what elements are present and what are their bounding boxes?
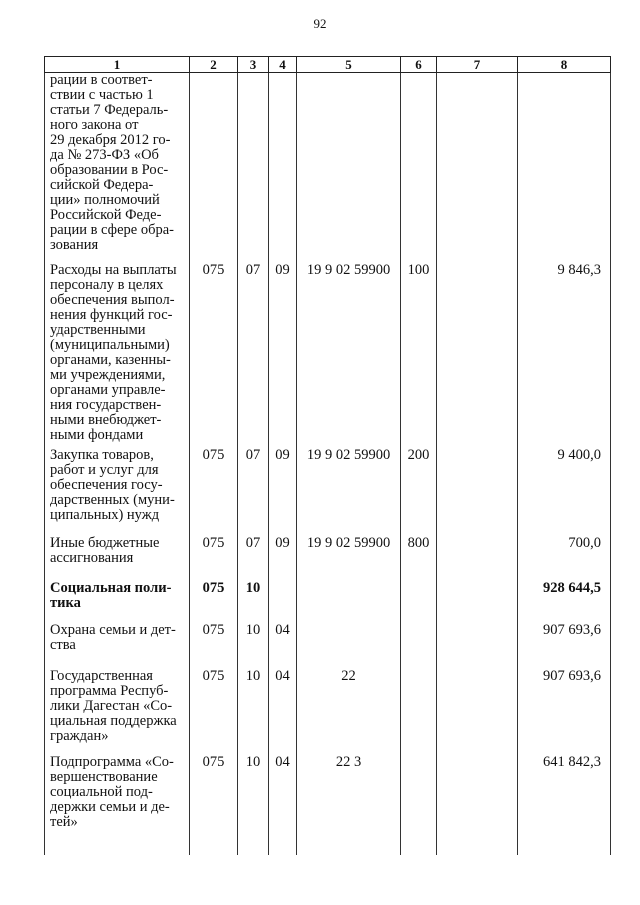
section-code: 10 <box>238 755 269 855</box>
target-article-code <box>297 581 401 623</box>
column-header: 6 <box>401 57 437 73</box>
ministry-code: 075 <box>190 448 238 536</box>
column-7-value <box>437 448 518 536</box>
table-row <box>45 581 611 623</box>
amount: 928 644,5 <box>518 581 611 623</box>
section-code: 07 <box>238 536 269 581</box>
table-row <box>45 755 611 855</box>
item-name: Иные бюджетные ассигнования <box>45 536 190 581</box>
section-code: 07 <box>238 263 269 448</box>
amount: 907 693,6 <box>518 623 611 669</box>
section-code: 10 <box>238 669 269 755</box>
column-7-value <box>437 623 518 669</box>
table-row <box>45 448 611 536</box>
subsection-code: 09 <box>269 263 297 448</box>
column-7-value <box>437 536 518 581</box>
expense-type-code: 100 <box>401 263 437 448</box>
subsection-code: 04 <box>269 755 297 855</box>
section-code: 10 <box>238 581 269 623</box>
table-row <box>45 623 611 669</box>
column-7-value <box>437 581 518 623</box>
ministry-code: 075 <box>190 536 238 581</box>
item-name: рации в соответ- ствии с частью 1 статьи 7 Федераль- ного закона от 29 декабря 2012 го- да № 273-ФЗ «Об образовании в Рос- сийской Федера- ции» полномочий Российской Феде- рации в сфере обра- зования <box>45 73 190 264</box>
amount: 9 846,3 <box>518 263 611 448</box>
item-name: Подпрограмма «Со- вершенствование социальной под- держки семьи и де- тей» <box>45 755 190 855</box>
expense-type-code <box>401 73 437 264</box>
item-name: Расходы на выплаты персоналу в целях обеспечения выпол- нения функций гос- ударственными (муниципальными) органами, казенны- ми учреждениями, органами управле- ния государствен- ными внебюджет- ными фондами <box>45 263 190 448</box>
ministry-code: 075 <box>190 581 238 623</box>
amount: 9 400,0 <box>518 448 611 536</box>
column-header: 4 <box>269 57 297 73</box>
target-article-code <box>297 73 401 264</box>
item-name: Государственная программа Респуб- лики Дагестан «Со- циальная поддержка граждан» <box>45 669 190 755</box>
column-7-value <box>437 263 518 448</box>
target-article-code: 22 3 <box>297 755 401 855</box>
item-name: Закупка товаров, работ и услуг для обеспечения госу- дарственных (муни- ципальных) нужд <box>45 448 190 536</box>
subsection-code: 09 <box>269 448 297 536</box>
budget-table <box>44 56 611 855</box>
page-number: 92 <box>313 16 327 31</box>
subsection-code: 04 <box>269 623 297 669</box>
table-row <box>45 536 611 581</box>
expense-type-code: 200 <box>401 448 437 536</box>
column-header: 1 <box>45 57 190 73</box>
ministry-code: 075 <box>190 263 238 448</box>
amount: 700,0 <box>518 536 611 581</box>
subsection-code <box>269 581 297 623</box>
amount: 907 693,6 <box>518 669 611 755</box>
target-article-code: 19 9 02 59900 <box>297 448 401 536</box>
subsection-code: 04 <box>269 669 297 755</box>
column-7-value <box>437 669 518 755</box>
section-code: 07 <box>238 448 269 536</box>
amount: 641 842,3 <box>518 755 611 855</box>
expense-type-code <box>401 669 437 755</box>
column-header: 5 <box>297 57 401 73</box>
table-row <box>45 73 611 264</box>
column-header: 8 <box>518 57 611 73</box>
table-body <box>45 73 611 856</box>
target-article-code: 19 9 02 59900 <box>297 536 401 581</box>
target-article-code: 19 9 02 59900 <box>297 263 401 448</box>
expense-type-code <box>401 755 437 855</box>
amount <box>518 73 611 264</box>
expense-type-code <box>401 581 437 623</box>
table-row <box>45 669 611 755</box>
section-code: 10 <box>238 623 269 669</box>
item-name: Охрана семьи и дет- ства <box>45 623 190 669</box>
subsection-code: 09 <box>269 536 297 581</box>
target-article-code <box>297 623 401 669</box>
ministry-code: 075 <box>190 623 238 669</box>
ministry-code: 075 <box>190 669 238 755</box>
ministry-code: 075 <box>190 755 238 855</box>
section-code <box>238 73 269 264</box>
table-row <box>45 263 611 448</box>
column-7-value <box>437 755 518 855</box>
item-name: Социальная поли- тика <box>45 581 190 623</box>
ministry-code <box>190 73 238 264</box>
column-header: 7 <box>437 57 518 73</box>
subsection-code <box>269 73 297 264</box>
table-header-row <box>45 57 611 73</box>
target-article-code: 22 <box>297 669 401 755</box>
column-7-value <box>437 73 518 264</box>
expense-type-code: 800 <box>401 536 437 581</box>
column-header: 2 <box>190 57 238 73</box>
expense-type-code <box>401 623 437 669</box>
column-header: 3 <box>238 57 269 73</box>
